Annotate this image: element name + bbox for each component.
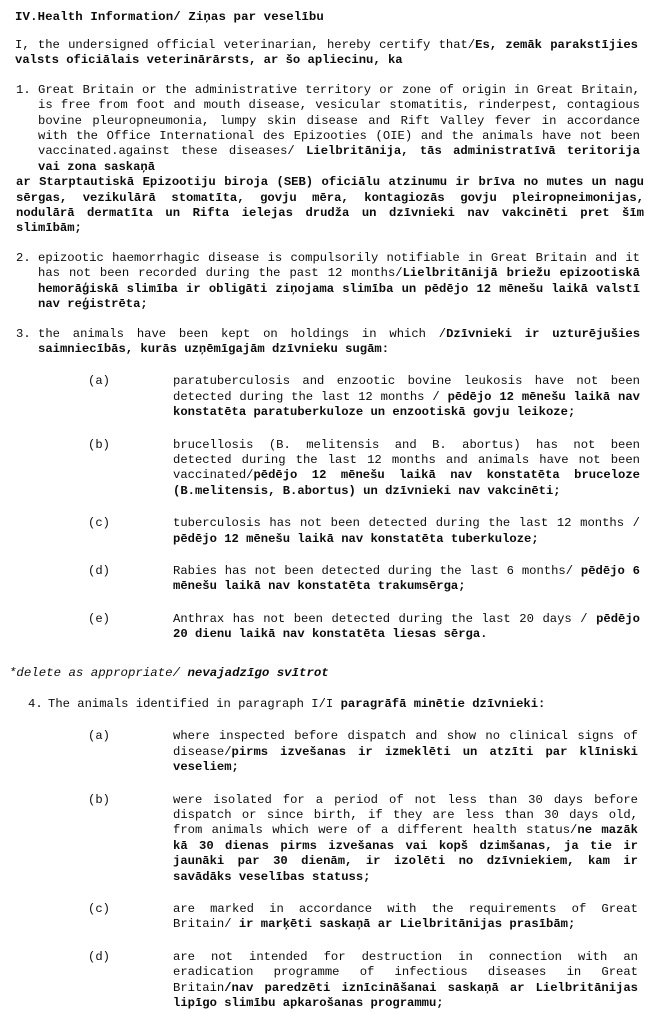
- sub-clause-4b-english: were isolated for a period of not less than 30 days before dispatch or since birth, if they are less than 30 days old, from animals which were of a different health status/: [173, 792, 638, 838]
- intro-latvian: Es, zemāk parakstījies valsts oficiālais veterinārārsts, ar šo apliecinu, ka: [15, 38, 638, 68]
- sub-clause-4b-letter: (b): [88, 792, 110, 807]
- sub-clause-1c-text: [173, 516, 640, 547]
- clause-2-number: 2.: [16, 250, 31, 265]
- sub-clause-4b-text: [173, 793, 638, 885]
- sub-clause-1a: [88, 374, 640, 420]
- clause-1-latvian-tail: ar Starptautiskā Epizootiju biroja (SEB) oficiālu atzinumu ir brīva no mutes un nagu sērgas, vezikulārā stomatīta, govju mēra, kontagiozās govju pleiropneimonijas, nodulārā dermatīta un Rifta ielejas drudža un dzīvnieki nav vakcinēti pret šīm slimībām;: [16, 175, 644, 236]
- sub-clause-4a-english: where inspected before dispatch and show no clinical signs of disease/: [173, 729, 638, 759]
- sub-clause-1a-english: paratuberculosis and enzootic bovine leukosis have not been detected during the last 12 months /: [173, 374, 640, 404]
- clause-4-number: 4.: [28, 697, 43, 711]
- clause-1-text: [38, 83, 640, 175]
- clause-2: [16, 251, 640, 313]
- sub-clause-1d-letter: (d): [88, 563, 110, 578]
- clause-2-english: epizootic haemorrhagic disease is compulsorily notifiable in Great Britain and it has not been recorded during the past 12 months/: [38, 250, 640, 281]
- clause-3-text: [38, 327, 640, 358]
- clause-3: [16, 327, 640, 358]
- sub-clause-1d-text: [173, 564, 640, 595]
- sub-clause-1e-text: [173, 612, 640, 643]
- sub-clause-1a-text: [173, 374, 640, 420]
- sub-clause-1e-latvian: pēdējo 20 dienu laikā nav konstatēta liesas sērga.: [173, 611, 640, 642]
- sub-clause-4d-letter: (d): [88, 949, 110, 964]
- sub-clause-4a-text: [173, 729, 638, 775]
- clause-1-latvian: Lielbritānija, tās administratīvā teritorija vai zona saskaņā: [38, 144, 640, 174]
- sub-clause-4c-letter: (c): [88, 902, 110, 917]
- sub-clause-1c-english: tuberculosis has not been detected during the last 12 months /: [173, 516, 640, 531]
- sub-clause-1e-letter: (e): [88, 611, 110, 626]
- sub-clause-4a-latvian: pirms izvešanas ir izmeklēti un atzīti par klīniski veseliem;: [173, 744, 638, 775]
- sub-clause-4b-latvian: ne mazāk kā 30 dienas pirms izvešanas vai kopš dzimšanas, ja tie ir jaunāki par 30 dienām, ir izolēti no dzīvniekiem, kam ir savādāks veselības statuss;: [173, 823, 638, 884]
- clause-3-english: the animals have been kept on holdings in which /: [38, 326, 447, 341]
- sub-clause-4d-text: [173, 950, 638, 1012]
- intro-english: I, the undersigned official veterinarian, hereby certify that/: [15, 38, 476, 52]
- sub-clause-4d-english: are not intended for destruction in connection with an eradication programme of infectious diseases in Great Britain: [173, 949, 638, 995]
- numbered-clauses-top: [16, 82, 644, 358]
- intro-paragraph: [15, 38, 638, 69]
- sub-clause-4c-text: [173, 902, 638, 933]
- sub-clause-1d-english: Rabies has not been detected during the last 6 months/: [173, 563, 581, 578]
- sub-clause-4a-letter: (a): [88, 729, 110, 744]
- clause-2-text: [38, 251, 640, 313]
- sub-clauses-group-1: [88, 374, 640, 642]
- clause-4: [28, 697, 638, 712]
- sub-clauses-group-2: [88, 729, 638, 1011]
- clause-4-latvian: paragrāfā minētie dzīvnieki:: [340, 697, 546, 711]
- sub-clause-1c-letter: (c): [88, 516, 110, 531]
- delete-note-english: *delete as appropriate/: [9, 665, 188, 680]
- sub-clause-4c-latvian: ir marķēti saskaņā ar Lielbritānijas prasībām;: [238, 917, 576, 932]
- sub-clause-4b: [88, 793, 638, 885]
- clause-3-number: 3.: [16, 326, 31, 341]
- delete-as-appropriate-note: [9, 666, 644, 681]
- sub-clause-1b-letter: (b): [88, 437, 110, 452]
- clause-4-text: [48, 697, 638, 712]
- numbered-clauses-bottom: [28, 697, 638, 712]
- sub-clause-1d-latvian: pēdējo 6 mēnešu laikā nav konstatēta trakumsērga;: [173, 563, 640, 594]
- sub-clause-1b-latvian: pēdējo 12 mēnešu laikā nav konstatēta bruceloze (B.melitensis, B.abortus) un dzīvnieki nav vakcinēti;: [173, 468, 640, 498]
- clause-4-english: The animals identified in paragraph I/I: [48, 697, 341, 711]
- clause-1: [16, 82, 644, 237]
- delete-note-latvian: nevajadzīgo svītrot: [187, 665, 329, 680]
- section-heading: IV.Health Information/ Ziņas par veselību: [15, 10, 324, 24]
- sub-clause-1b-text: [173, 438, 640, 500]
- clause-1-number: 1.: [16, 82, 31, 97]
- sub-clause-1c-latvian: pēdējo 12 mēnešu laikā nav konstatēta tuberkuloze;: [173, 531, 539, 546]
- clause-3-latvian: Dzīvnieki ir uzturējušies saimniecībās, kurās uzņēmīgajām dzīvnieku sugām:: [38, 326, 641, 356]
- sub-clause-1a-latvian: pēdējo 12 mēnešu laikā nav konstatēta paratuberkuloze un enzootiskā govju leikoze;: [173, 389, 641, 420]
- sub-clause-1e-english: Anthrax has not been detected during the last 20 days /: [173, 611, 597, 626]
- sub-clause-4d-latvian: /nav paredzēti iznīcināšanai saskaņā ar Lielbritānijas lipīgo slimību apkarošanas programmu;: [173, 980, 638, 1011]
- clause-1-latvian-tail-block: [16, 175, 644, 237]
- sub-clause-4d: [88, 950, 638, 1012]
- sub-clause-4a: [88, 729, 638, 775]
- clause-1-english: Great Britain or the administrative territory or zone of origin in Great Britain, is free from foot and mouth disease, vesicular stomatitis, rinderpest, contagious bovine pleuropneumonia, lumpy skin disease and Rift Valley fever in accordance with the Office International des Epizooties (OIE) and the animals have not been vaccinated.against these diseases/: [38, 82, 640, 159]
- sub-clause-4c: [88, 902, 638, 933]
- sub-clause-1e: [88, 612, 640, 643]
- sub-clause-4c-english: are marked in accordance with the requirements of Great Britain/: [173, 902, 638, 932]
- sub-clause-1b: [88, 438, 640, 500]
- sub-clause-1b-english: brucellosis (B. melitensis and B. abortus) has not been detected during the last 12 months and animals have not been vaccinated/: [173, 437, 640, 483]
- sub-clause-1d: [88, 564, 640, 595]
- clause-2-latvian: Lielbritānijā briežu epizootiskā hemorāģiskā slimība ir obligāti ziņojama slimība un pēdējo 12 mēnešu laikā valstī nav reģistrēta;: [38, 266, 640, 312]
- sub-clause-1c: [88, 516, 640, 547]
- sub-clause-1a-letter: (a): [88, 374, 110, 389]
